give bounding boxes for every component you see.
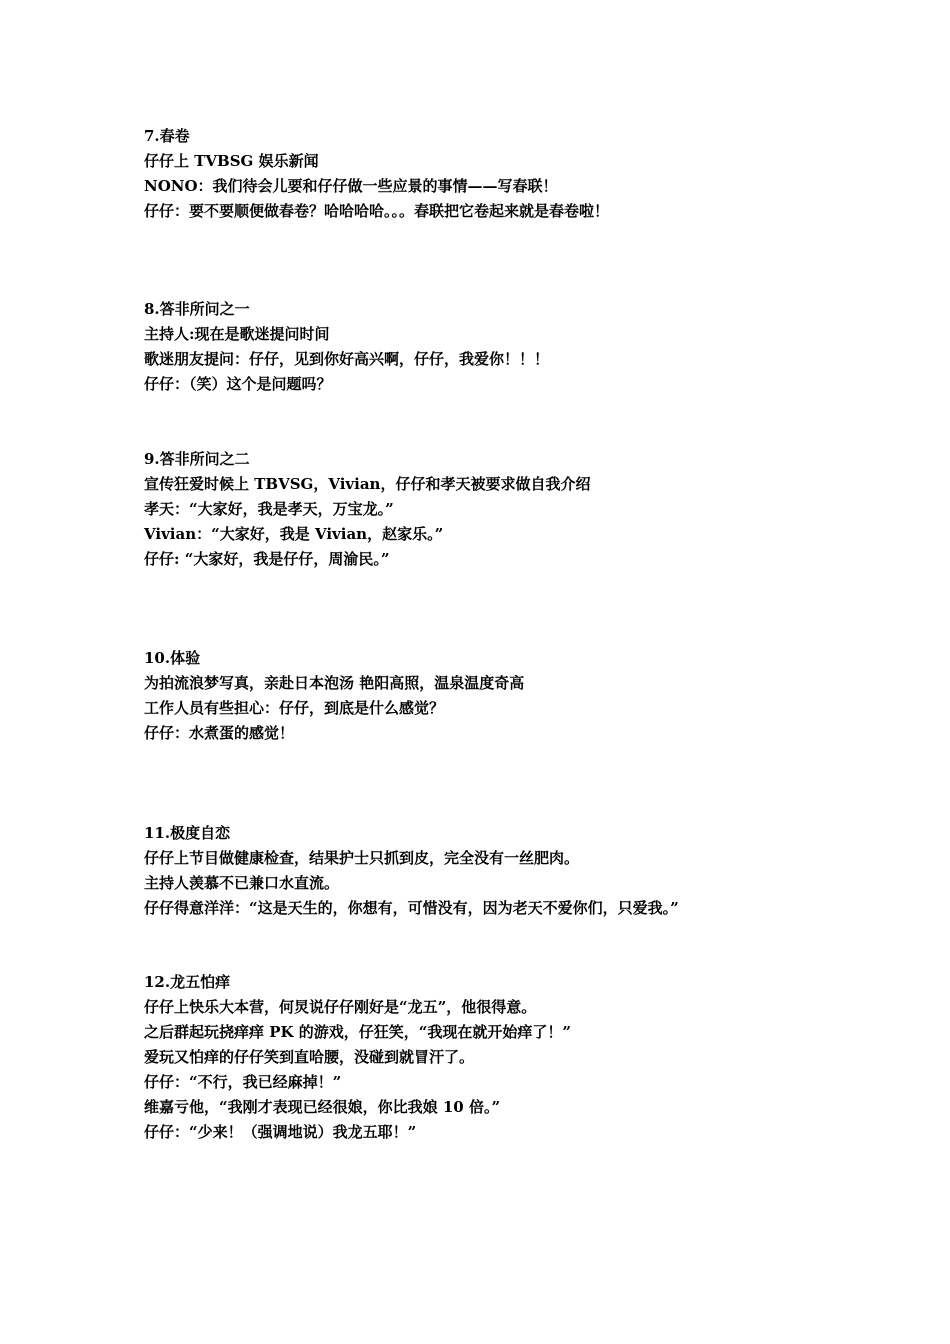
section-heading: 9.答非所问之二 <box>144 450 250 468</box>
paragraph-line: 仔仔：要不要顺便做春卷？哈哈哈哈。。。春联把它卷起来就是春卷啦！ <box>144 202 610 220</box>
paragraph-line: 仔仔：“不行，我已经麻掉！” <box>144 1073 342 1091</box>
paragraph-line: 仔仔上 TVBSG 娱乐新闻 <box>144 152 319 170</box>
paragraph-line: 主持人羡慕不已兼口水直流。 <box>144 874 340 892</box>
section-8-dafeisuowen-1 <box>144 297 844 397</box>
paragraph-line: Vivian：“大家好，我是 Vivian，赵家乐。” <box>144 525 444 543</box>
section-9-dafeisuowen-2 <box>144 447 844 572</box>
paragraph-line: NONO：我们待会儿要和仔仔做一些应景的事情——写春联！ <box>144 177 558 195</box>
paragraph-line: 孝天：“大家好，我是孝天，万宝龙。” <box>144 500 394 518</box>
paragraph-line: 主持人:现在是歌迷提问时间 <box>144 325 330 343</box>
section-10-tiyan <box>144 646 844 746</box>
section-12-longwupayang <box>144 970 844 1145</box>
paragraph-line: 仔仔: “大家好，我是仔仔，周渝民。” <box>144 550 390 568</box>
paragraph-line: 仔仔得意洋洋：“这是天生的，你想有，可惜没有，因为老天不爱你们，只爱我。” <box>144 899 679 917</box>
paragraph-line: 仔仔上节目做健康检查，结果护士只抓到皮，完全没有一丝肥肉。 <box>144 849 580 867</box>
paragraph-line: 歌迷朋友提问：仔仔，见到你好高兴啊，仔仔，我爱你！！！ <box>144 350 550 368</box>
paragraph-line: 之后群起玩挠痒痒 PK 的游戏，仔狂笑，“我现在就开始痒了！” <box>144 1023 572 1041</box>
paragraph-line: 仔仔：水煮蛋的感觉！ <box>144 724 295 742</box>
paragraph-line: 宣传狂爱时候上 TBVSG，Vivian，仔仔和孝天被要求做自我介绍 <box>144 475 591 493</box>
section-heading: 12.龙五怕痒 <box>144 973 231 991</box>
section-11-jiduzilian <box>144 821 844 921</box>
section-heading: 10.体验 <box>144 649 201 667</box>
paragraph-line: 爱玩又怕痒的仔仔笑到直哈腰，没碰到就冒汗了。 <box>144 1048 475 1066</box>
section-heading: 11.极度自恋 <box>144 824 231 842</box>
paragraph-line: 工作人员有些担心：仔仔，到底是什么感觉？ <box>144 699 445 717</box>
paragraph-line: 维嘉亏他，“我刚才表现已经很娘，你比我娘 10 倍。” <box>144 1098 501 1116</box>
section-heading: 7.春卷 <box>144 127 190 145</box>
section-7-chunjuan <box>144 124 844 224</box>
paragraph-line: 仔仔：（笑）这个是问题吗？ <box>144 375 332 393</box>
section-heading: 8.答非所问之一 <box>144 300 250 318</box>
paragraph-line: 为拍流浪梦写真，亲赴日本泡汤 艳阳高照，温泉温度奇高 <box>144 674 525 692</box>
paragraph-line: 仔仔上快乐大本营，何炅说仔仔刚好是“龙五”，他很得意。 <box>144 998 537 1016</box>
paragraph-line: 仔仔：“少来！（强调地说）我龙五耶！” <box>144 1123 417 1141</box>
